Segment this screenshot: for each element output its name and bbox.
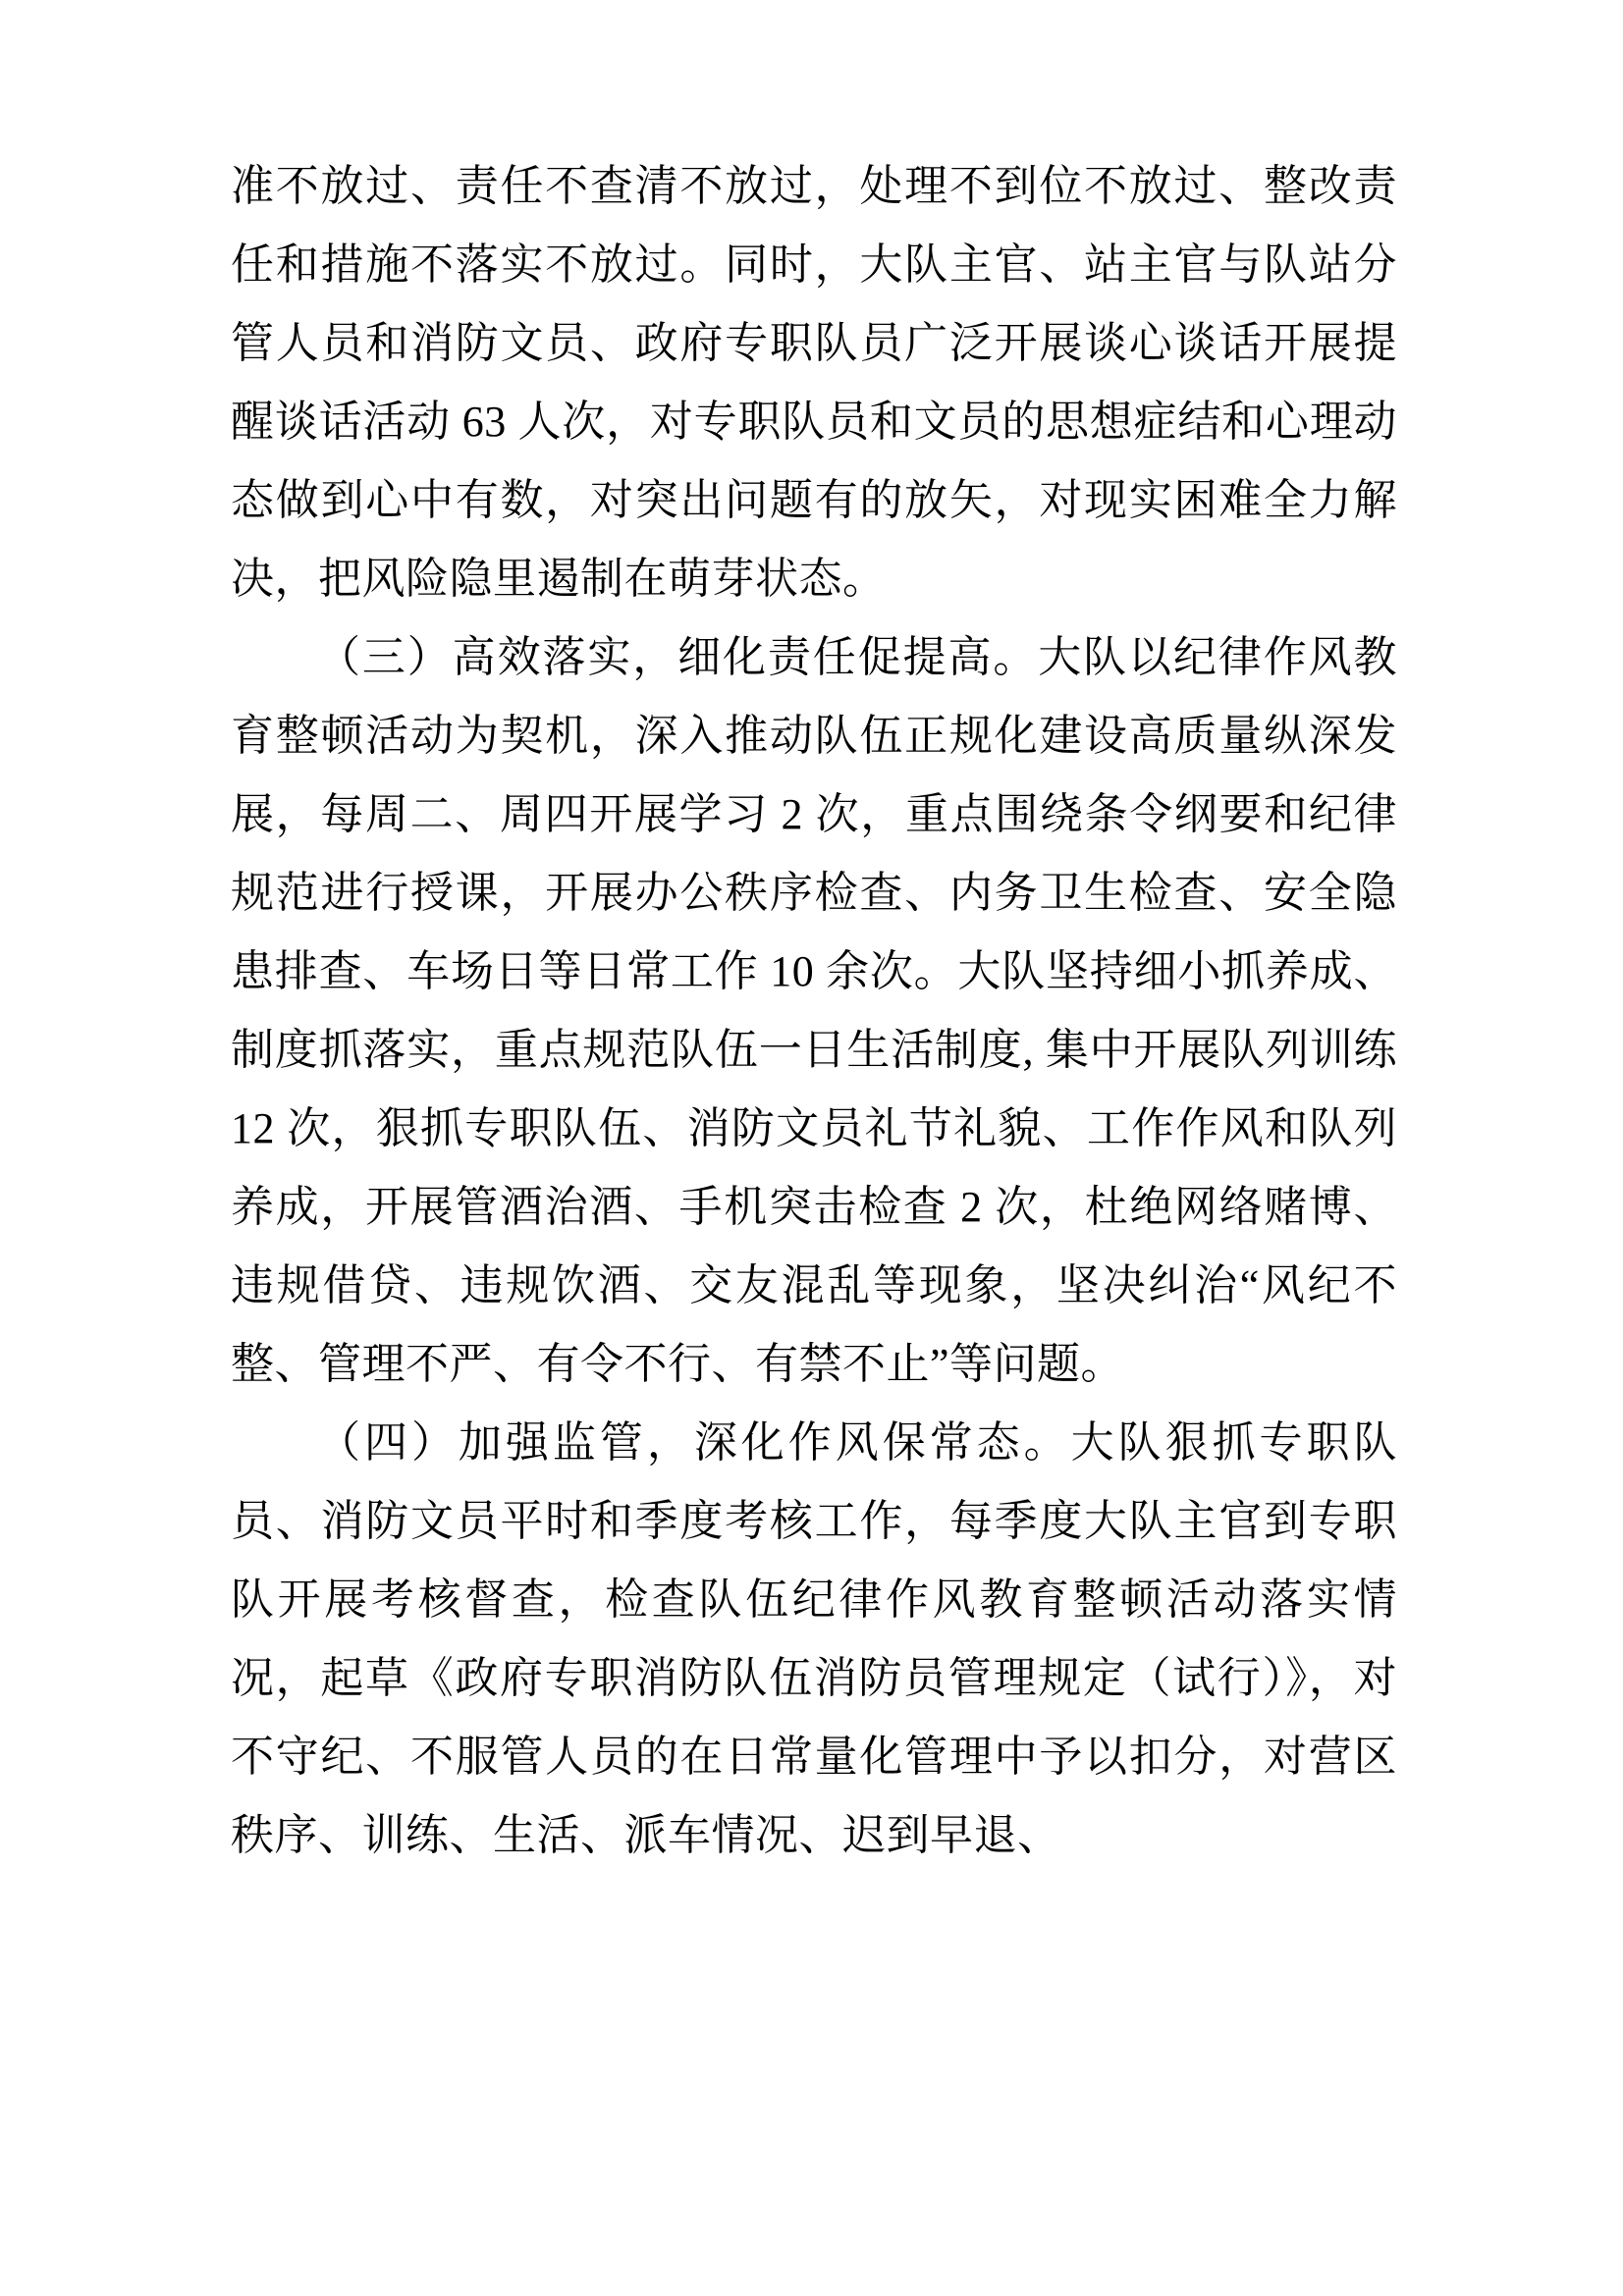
document-body [231,147,1409,1875]
paragraph-continued: 准不放过、责任不查清不放过，处理不到位不放过、整改责任和措施不落实不放过。同时，大队主官、站主官与队站分管人员和消防文员、政府专职队员广泛开展谈心谈话开展提醒谈话活动 63 人次，对专职队员和文员的思想症结和心理动态做到心中有数，对突出问题有的放矢，对现实困难全力解决，把风险隐里遏制在萌芽状态。 [231,162,1397,603]
paragraph-section-four: （四）加强监管，深化作风保常态。大队狠抓专职队员、消防文员平时和季度考核工作，每季度大队主官到专职队开展考核督查，检查队伍纪律作风教育整顿活动落实情况，起草《政府专职消防队伍消防员管理规定（试行）》，对不守纪、不服管人员的在日常量化管理中予以扣分，对营区秩序、训练、生活、派车情况、迟到早退、 [231,1418,1397,1859]
paragraph-section-three: （三）高效落实，细化责任促提高。大队以纪律作风教育整顿活动为契机，深入推动队伍正规化建设高质量纵深发展，每周二、周四开展学习 2 次，重点围绕条令纲要和纪律规范进行授课，开展办公秩序检查、内务卫生检查、安全隐患排查、车场日等日常工作 10 余次。大队坚持细小抓养成、制度抓落实，重点规范队伍一日生活制度, 集中开展队列训练 12 次，狠抓专职队伍、消防文员礼节礼貌、工作作风和队列养成，开展管酒治酒、手机突击检查 2 次，杜绝网络赌博、违规借贷、违规饮酒、交友混乱等现象，坚决纠治“风纪不整、管理不严、有令不行、有禁不止”等问题。 [231,633,1409,1388]
